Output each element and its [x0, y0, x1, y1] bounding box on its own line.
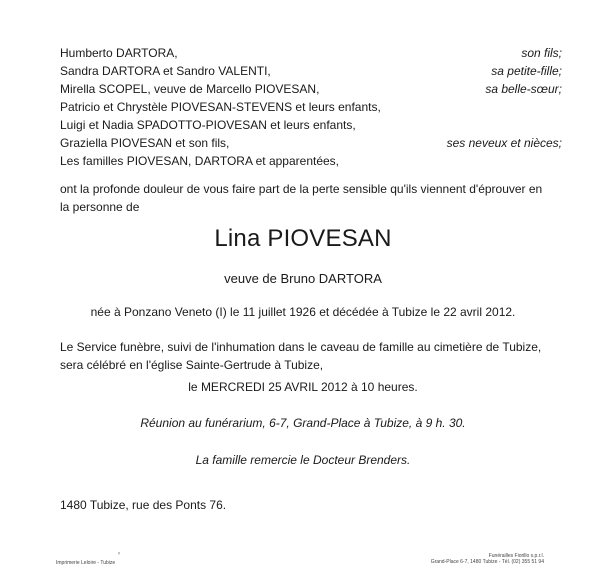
meeting-info: Réunion au funérarium, 6-7, Grand-Place à Tubize, à 9 h. 30. — [140, 416, 466, 430]
birth-death-dates: née à Ponzano Veneto (I) le 11 juillet 1926 et décédée à Tubize le 22 avril 2012. — [90, 305, 516, 319]
announcement-line-2: la personne de — [60, 200, 140, 214]
family-member-name: Les familles PIOVESAN, DARTORA et apparentées, — [60, 154, 340, 168]
announcement-line-1: ont la profonde douleur de vous faire part de la perte sensible qu'ils viennent d'éprouver en — [60, 182, 543, 196]
family-relation: son fils; — [521, 46, 562, 60]
funeral-home-address: Grand-Place 6-7, 1480 Tubize - Tél. (02) 355 51 94 — [430, 559, 544, 565]
family-relation: sa petite-fille; — [491, 64, 562, 78]
family-row — [60, 116, 562, 134]
family-row — [60, 98, 562, 116]
service-line-1: Le Service funèbre, suivi de l'inhumation dans le caveau de famille au cimetière de Tubize, — [60, 340, 542, 354]
family-relation: sa belle-sœur; — [485, 82, 562, 96]
family-row — [60, 62, 562, 80]
family-member-name: Luigi et Nadia SPADOTTO-PIOVESAN et leurs enfants, — [60, 118, 356, 132]
funeral-home-name: Funérailles Fiorillo s.p.r.l. — [488, 553, 544, 559]
printer-credit: Imprimerie Leloire - Tubize — [56, 560, 116, 566]
family-row — [60, 152, 562, 170]
family-row — [60, 134, 562, 152]
family-row — [60, 80, 562, 98]
family-member-name: Patricio et Chrystèle PIOVESAN-STEVENS et leurs enfants, — [60, 100, 381, 114]
family-member-name: Graziella PIOVESAN et son fils, — [60, 136, 230, 150]
deceased-subtitle: veuve de Bruno DARTORA — [224, 271, 382, 286]
service-datetime: le MERCREDI 25 AVRIL 2012 à 10 heures. — [188, 380, 418, 394]
address: 1480 Tubize, rue des Ponts 76. — [60, 498, 227, 512]
funeral-home-credit — [431, 553, 544, 565]
family-member-name: Mirella SCOPEL, veuve de Marcello PIOVESAN, — [60, 82, 320, 96]
printer-mark-icon: ᵛ — [118, 552, 120, 558]
family-member-name: Humberto DARTORA, — [60, 46, 178, 60]
family-member-name: Sandra DARTORA et Sandro VALENTI, — [60, 64, 271, 78]
family-relation: ses neveux et nièces; — [446, 136, 562, 150]
family-row — [60, 44, 562, 62]
service-line-2: sera célébré en l'église Sainte-Gertrude à Tubize, — [60, 358, 324, 372]
thanks-note: La famille remercie le Docteur Brenders. — [195, 453, 411, 467]
deceased-name: Lina PIOVESAN — [214, 225, 392, 252]
